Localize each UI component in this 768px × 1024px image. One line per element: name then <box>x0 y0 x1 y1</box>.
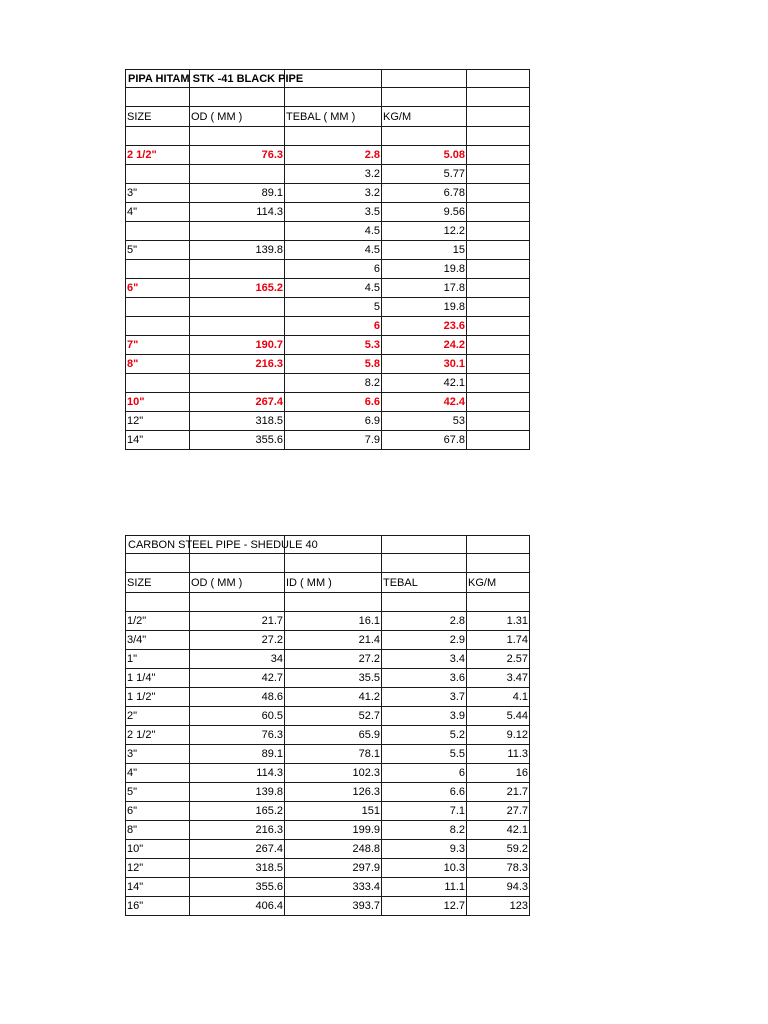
od-cell: 406.4 <box>190 896 285 915</box>
cell <box>467 88 530 106</box>
od-cell: 318.5 <box>190 858 285 877</box>
header-blank <box>467 106 530 127</box>
table-row <box>126 630 530 649</box>
size-cell <box>126 221 190 240</box>
od-cell: 48.6 <box>190 687 285 706</box>
kgm-cell: 94.3 <box>467 877 530 896</box>
kgm-cell: 42.4 <box>382 392 467 411</box>
id-cell: 52.7 <box>285 706 382 725</box>
tebal-cell: 8.2 <box>285 373 382 392</box>
od-cell <box>190 297 285 316</box>
tebal-cell: 10.3 <box>382 858 467 877</box>
tebal-cell: 3.2 <box>285 164 382 183</box>
blank-cell <box>467 335 530 354</box>
schedule-40-title: CARBON STEEL PIPE - SHEDULE 40 <box>128 539 318 551</box>
table-row <box>126 763 530 782</box>
table-row <box>126 297 530 316</box>
black-pipe-title: PIPA HITAM STK -41 BLACK PIPE <box>128 73 304 85</box>
kgm-cell: 42.1 <box>382 373 467 392</box>
tebal-cell: 3.5 <box>285 202 382 221</box>
table-row <box>126 820 530 839</box>
tebal-cell: 2.8 <box>285 145 382 164</box>
tebal-cell: 5.2 <box>382 725 467 744</box>
kgm-cell: 11.3 <box>467 744 530 763</box>
size-cell: 3" <box>126 183 190 202</box>
cell <box>126 554 190 572</box>
schedule-40-header-row <box>126 572 530 593</box>
size-cell: 12" <box>126 858 190 877</box>
table-row <box>126 877 530 896</box>
tebal-cell: 4.5 <box>285 240 382 259</box>
tebal-cell: 6 <box>285 259 382 278</box>
table-row <box>126 183 530 202</box>
cell <box>190 127 285 145</box>
table-row <box>126 278 530 297</box>
table-row <box>126 611 530 630</box>
id-cell: 78.1 <box>285 744 382 763</box>
kgm-cell: 123 <box>467 896 530 915</box>
od-cell: 114.3 <box>190 763 285 782</box>
od-cell: 89.1 <box>190 183 285 202</box>
table-row <box>126 896 530 915</box>
id-cell: 16.1 <box>285 611 382 630</box>
kgm-cell: 6.78 <box>382 183 467 202</box>
cell <box>467 127 530 145</box>
tebal-cell: 5.5 <box>382 744 467 763</box>
cell <box>190 88 285 106</box>
cell <box>126 593 190 611</box>
id-cell: 151 <box>285 801 382 820</box>
table-row <box>126 725 530 744</box>
blank-cell <box>467 373 530 392</box>
tebal-cell: 4.5 <box>285 221 382 240</box>
size-cell: 1 1/2" <box>126 687 190 706</box>
size-cell: 5" <box>126 782 190 801</box>
black-pipe-title-cell <box>126 70 304 88</box>
tebal-cell: 5.8 <box>285 354 382 373</box>
header-size: SIZE <box>126 572 190 593</box>
kgm-cell: 5.08 <box>382 145 467 164</box>
od-cell: 139.8 <box>190 240 285 259</box>
size-cell: 14" <box>126 430 190 449</box>
kgm-cell: 21.7 <box>467 782 530 801</box>
size-cell: 10" <box>126 839 190 858</box>
od-cell: 190.7 <box>190 335 285 354</box>
size-cell: 3/4" <box>126 630 190 649</box>
cell <box>382 70 467 88</box>
size-cell: 12" <box>126 411 190 430</box>
cell <box>467 536 530 554</box>
size-cell: 3" <box>126 744 190 763</box>
tebal-cell: 6.6 <box>382 782 467 801</box>
header-size: SIZE <box>126 106 190 127</box>
cell <box>126 127 190 145</box>
cell <box>190 593 285 611</box>
tebal-cell: 6.9 <box>285 411 382 430</box>
od-cell: 165.2 <box>190 278 285 297</box>
size-cell: 8" <box>126 820 190 839</box>
table-row <box>126 354 530 373</box>
table-row <box>126 316 530 335</box>
od-cell: 34 <box>190 649 285 668</box>
size-cell: 8" <box>126 354 190 373</box>
tebal-cell: 6 <box>285 316 382 335</box>
od-cell: 60.5 <box>190 706 285 725</box>
kgm-cell: 2.57 <box>467 649 530 668</box>
header-kgm: KG/M <box>467 572 530 593</box>
table-row <box>126 240 530 259</box>
tebal-cell: 7.9 <box>285 430 382 449</box>
spacer-row <box>126 88 530 106</box>
tebal-cell: 7.1 <box>382 801 467 820</box>
schedule-40-table-body <box>126 536 530 916</box>
od-cell: 21.7 <box>190 611 285 630</box>
size-cell: 2" <box>126 706 190 725</box>
cell <box>467 593 530 611</box>
tebal-cell: 2.9 <box>382 630 467 649</box>
table-row <box>126 668 530 687</box>
black-pipe-header-row <box>126 106 530 127</box>
table-row <box>126 744 530 763</box>
id-cell: 35.5 <box>285 668 382 687</box>
table-row <box>126 687 530 706</box>
size-cell: 5" <box>126 240 190 259</box>
size-cell: 4" <box>126 763 190 782</box>
tebal-cell: 3.2 <box>285 183 382 202</box>
header-tebal: TEBAL <box>382 572 467 593</box>
table-row <box>126 202 530 221</box>
black-pipe-title-row <box>126 70 530 88</box>
table-row <box>126 801 530 820</box>
blank-cell <box>467 221 530 240</box>
od-cell <box>190 373 285 392</box>
id-cell: 333.4 <box>285 877 382 896</box>
id-cell: 21.4 <box>285 630 382 649</box>
black-pipe-table-body <box>126 70 530 450</box>
kgm-cell: 24.2 <box>382 335 467 354</box>
od-cell: 267.4 <box>190 392 285 411</box>
od-cell: 267.4 <box>190 839 285 858</box>
size-cell: 1/2" <box>126 611 190 630</box>
blank-cell <box>467 354 530 373</box>
od-cell <box>190 316 285 335</box>
od-cell: 76.3 <box>190 145 285 164</box>
od-cell: 355.6 <box>190 430 285 449</box>
cell <box>382 554 467 572</box>
blank-cell <box>467 392 530 411</box>
table-row <box>126 164 530 183</box>
tebal-cell: 3.7 <box>382 687 467 706</box>
cell <box>467 70 530 88</box>
table-row <box>126 782 530 801</box>
table-row <box>126 649 530 668</box>
kgm-cell: 3.47 <box>467 668 530 687</box>
tebal-cell: 3.4 <box>382 649 467 668</box>
cell <box>190 554 285 572</box>
blank-cell <box>467 164 530 183</box>
spacer-row <box>126 593 530 611</box>
tebal-cell: 5 <box>285 297 382 316</box>
kgm-cell: 1.31 <box>467 611 530 630</box>
table-row <box>126 373 530 392</box>
tebal-cell: 3.6 <box>382 668 467 687</box>
cell <box>285 88 382 106</box>
cell <box>382 536 467 554</box>
od-cell: 139.8 <box>190 782 285 801</box>
size-cell: 1" <box>126 649 190 668</box>
header-od: OD ( MM ) <box>190 106 285 127</box>
size-cell: 14" <box>126 877 190 896</box>
kgm-cell: 5.44 <box>467 706 530 725</box>
spacer-row <box>126 554 530 572</box>
size-cell: 6" <box>126 278 190 297</box>
od-cell <box>190 259 285 278</box>
blank-cell <box>467 259 530 278</box>
kgm-cell: 27.7 <box>467 801 530 820</box>
size-cell: 16" <box>126 896 190 915</box>
table-row <box>126 221 530 240</box>
tebal-cell: 12.7 <box>382 896 467 915</box>
size-cell <box>126 373 190 392</box>
kgm-cell: 9.56 <box>382 202 467 221</box>
id-cell: 41.2 <box>285 687 382 706</box>
tebal-cell: 9.3 <box>382 839 467 858</box>
cell <box>382 593 467 611</box>
od-cell: 27.2 <box>190 630 285 649</box>
od-cell: 76.3 <box>190 725 285 744</box>
schedule-40-table <box>125 535 530 916</box>
kgm-cell: 16 <box>467 763 530 782</box>
table-row <box>126 335 530 354</box>
kgm-cell: 12.2 <box>382 221 467 240</box>
cell <box>382 88 467 106</box>
tebal-cell: 5.3 <box>285 335 382 354</box>
od-cell: 355.6 <box>190 877 285 896</box>
kgm-cell: 78.3 <box>467 858 530 877</box>
od-cell <box>190 164 285 183</box>
size-cell <box>126 259 190 278</box>
table-row <box>126 259 530 278</box>
id-cell: 27.2 <box>285 649 382 668</box>
size-cell: 7" <box>126 335 190 354</box>
tebal-cell: 6.6 <box>285 392 382 411</box>
od-cell: 165.2 <box>190 801 285 820</box>
kgm-cell: 9.12 <box>467 725 530 744</box>
tebal-cell: 2.8 <box>382 611 467 630</box>
id-cell: 102.3 <box>285 763 382 782</box>
id-cell: 393.7 <box>285 896 382 915</box>
od-cell: 89.1 <box>190 744 285 763</box>
size-cell: 10" <box>126 392 190 411</box>
kgm-cell: 19.8 <box>382 259 467 278</box>
schedule-40-title-cell <box>126 536 318 554</box>
id-cell: 297.9 <box>285 858 382 877</box>
kgm-cell: 53 <box>382 411 467 430</box>
id-cell: 65.9 <box>285 725 382 744</box>
od-cell: 42.7 <box>190 668 285 687</box>
tebal-cell: 3.9 <box>382 706 467 725</box>
id-cell: 248.8 <box>285 839 382 858</box>
kgm-cell: 23.6 <box>382 316 467 335</box>
table-row <box>126 858 530 877</box>
cell <box>285 593 382 611</box>
table-row <box>126 430 530 449</box>
blank-cell <box>467 430 530 449</box>
od-cell <box>190 221 285 240</box>
blank-cell <box>467 316 530 335</box>
header-tebal: TEBAL ( MM ) <box>285 106 382 127</box>
table-row <box>126 839 530 858</box>
cell <box>126 88 190 106</box>
kgm-cell: 4.1 <box>467 687 530 706</box>
blank-cell <box>467 411 530 430</box>
od-cell: 318.5 <box>190 411 285 430</box>
header-od: OD ( MM ) <box>190 572 285 593</box>
table-row <box>126 392 530 411</box>
blank-cell <box>467 145 530 164</box>
size-cell: 4" <box>126 202 190 221</box>
size-cell: 1 1/4" <box>126 668 190 687</box>
blank-cell <box>467 240 530 259</box>
schedule-40-title-row <box>126 536 530 554</box>
kgm-cell: 59.2 <box>467 839 530 858</box>
kgm-cell: 67.8 <box>382 430 467 449</box>
size-cell: 6" <box>126 801 190 820</box>
kgm-cell: 42.1 <box>467 820 530 839</box>
blank-cell <box>467 202 530 221</box>
cell <box>382 127 467 145</box>
blank-cell <box>467 297 530 316</box>
kgm-cell: 1.74 <box>467 630 530 649</box>
black-pipe-table <box>125 69 530 450</box>
id-cell: 199.9 <box>285 820 382 839</box>
kgm-cell: 5.77 <box>382 164 467 183</box>
size-cell <box>126 316 190 335</box>
od-cell: 216.3 <box>190 820 285 839</box>
tebal-cell: 6 <box>382 763 467 782</box>
size-cell: 2 1/2" <box>126 145 190 164</box>
table-row <box>126 411 530 430</box>
kgm-cell: 15 <box>382 240 467 259</box>
size-cell <box>126 164 190 183</box>
kgm-cell: 19.8 <box>382 297 467 316</box>
blank-cell <box>467 183 530 202</box>
cell <box>285 127 382 145</box>
od-cell: 216.3 <box>190 354 285 373</box>
header-kgm: KG/M <box>382 106 467 127</box>
cell <box>285 554 382 572</box>
kgm-cell: 30.1 <box>382 354 467 373</box>
size-cell: 2 1/2" <box>126 725 190 744</box>
table-row <box>126 706 530 725</box>
id-cell: 126.3 <box>285 782 382 801</box>
spacer-row <box>126 127 530 145</box>
tebal-cell: 4.5 <box>285 278 382 297</box>
kgm-cell: 17.8 <box>382 278 467 297</box>
size-cell <box>126 297 190 316</box>
tebal-cell: 8.2 <box>382 820 467 839</box>
tebal-cell: 11.1 <box>382 877 467 896</box>
table-row <box>126 145 530 164</box>
cell <box>467 554 530 572</box>
blank-cell <box>467 278 530 297</box>
header-id: ID ( MM ) <box>285 572 382 593</box>
od-cell: 114.3 <box>190 202 285 221</box>
